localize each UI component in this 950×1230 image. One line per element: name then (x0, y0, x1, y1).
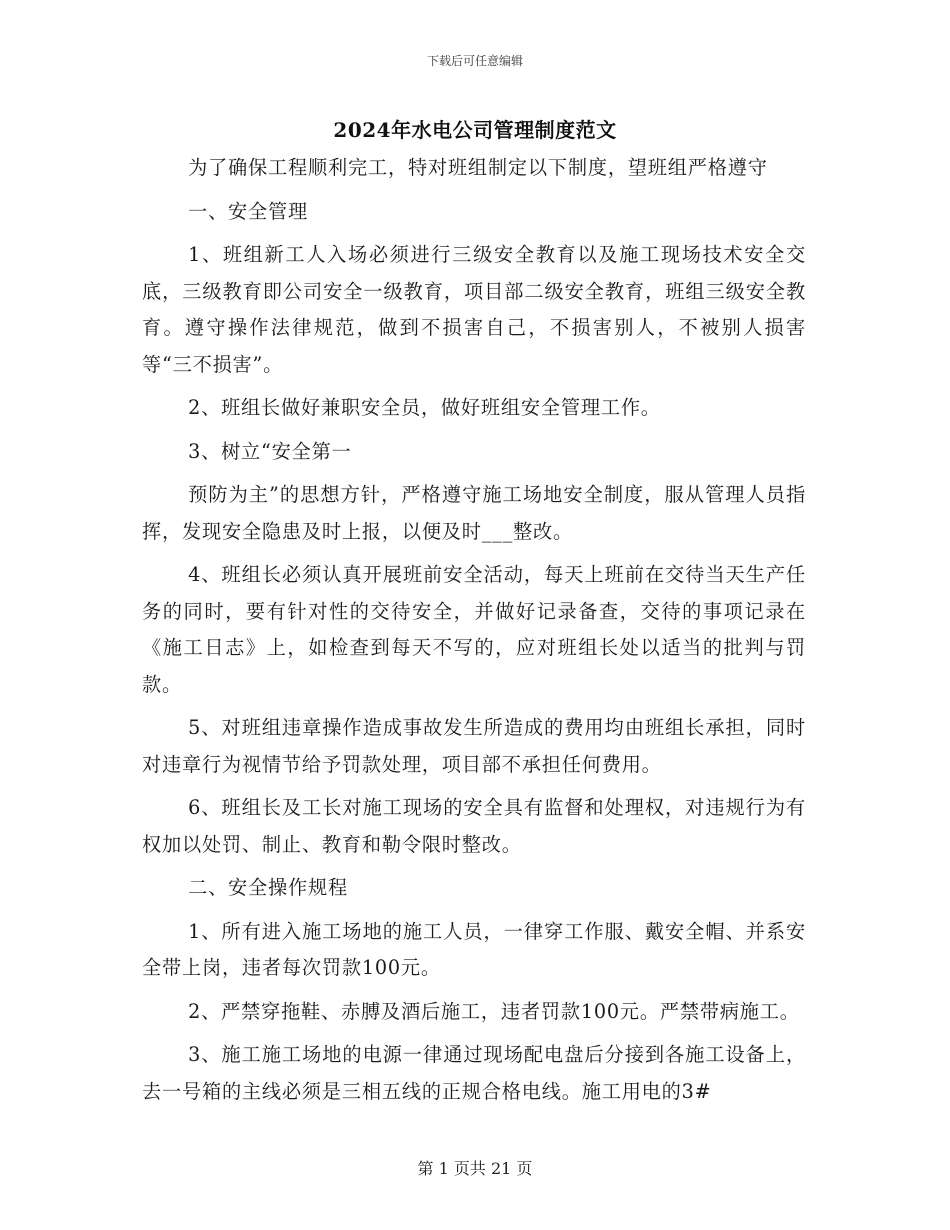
paragraph-item-6: 6、班组长及工长对施工现场的安全具有监督和处理权，对违规行为有权加以处罚、制止、教育和勒令限时整改。 (142, 796, 806, 856)
paragraph-item-1: 1、班组新工人入场必须进行三级安全教育以及施工现场技术安全交底，三级教育即公司安全一级教育，项目部二级安全教育，班组三级安全教育。遵守操作法律规范，做到不损害自己，不损害别人，不被别人损害等“三不损害”。 (142, 243, 806, 376)
paragraph-item-3-continued: 预防为主”的思想方针，严格遵守施工场地安全制度，服从管理人员指挥，发现安全隐患及时上报，以便及时___整改。 (142, 483, 806, 543)
paragraph-item-4: 4、班组长必须认真开展班前安全活动，每天上班前在交待当天生产任务的同时，要有针对性的交待安全，并做好记录备查，交待的事项记录在《施工日志》上，如检查到每天不写的，应对班组长处以适当的批判与罚款。 (142, 563, 806, 696)
paragraph-item-2: 2、班组长做好兼职安全员，做好班组安全管理工作。 (188, 396, 661, 419)
paragraph-item-3: 3、树立“安全第一 (188, 439, 352, 463)
paragraph-procedure-3: 3、施工施工场地的电源一律通过现场配电盘后分接到各施工设备上，去一号箱的主线必须是三相五线的正规合格电线。施工用电的3# (142, 1043, 806, 1103)
paragraph-procedure-1: 1、所有进入施工场地的施工人员，一律穿工作服、戴安全帽、并系安全带上岗，违者每次罚款100元。 (142, 919, 806, 979)
intro-paragraph: 为了确保工程顺利完工，特对班组制定以下制度，望班组严格遵守 (188, 156, 768, 179)
paragraph-procedure-2: 2、严禁穿拖鞋、赤膊及酒后施工，违者罚款100元。严禁带病施工。 (188, 999, 800, 1023)
page-header-note: 下载后可任意编辑 (426, 54, 523, 68)
paragraph-item-5: 5、对班组违章操作造成事故发生所造成的费用均由班组长承担，同时对违章行为视情节给予罚款处理，项目部不承担任何费用。 (142, 716, 806, 776)
section-heading-safety-management: 一、安全管理 (188, 199, 309, 223)
section-heading-safety-procedures: 二、安全操作规程 (188, 876, 348, 899)
document-title: 2024年水电公司管理制度范文 (333, 118, 617, 142)
document-body (142, 150, 806, 1110)
page-footer-number: 第 1 页共 21 页 (417, 1159, 533, 1178)
